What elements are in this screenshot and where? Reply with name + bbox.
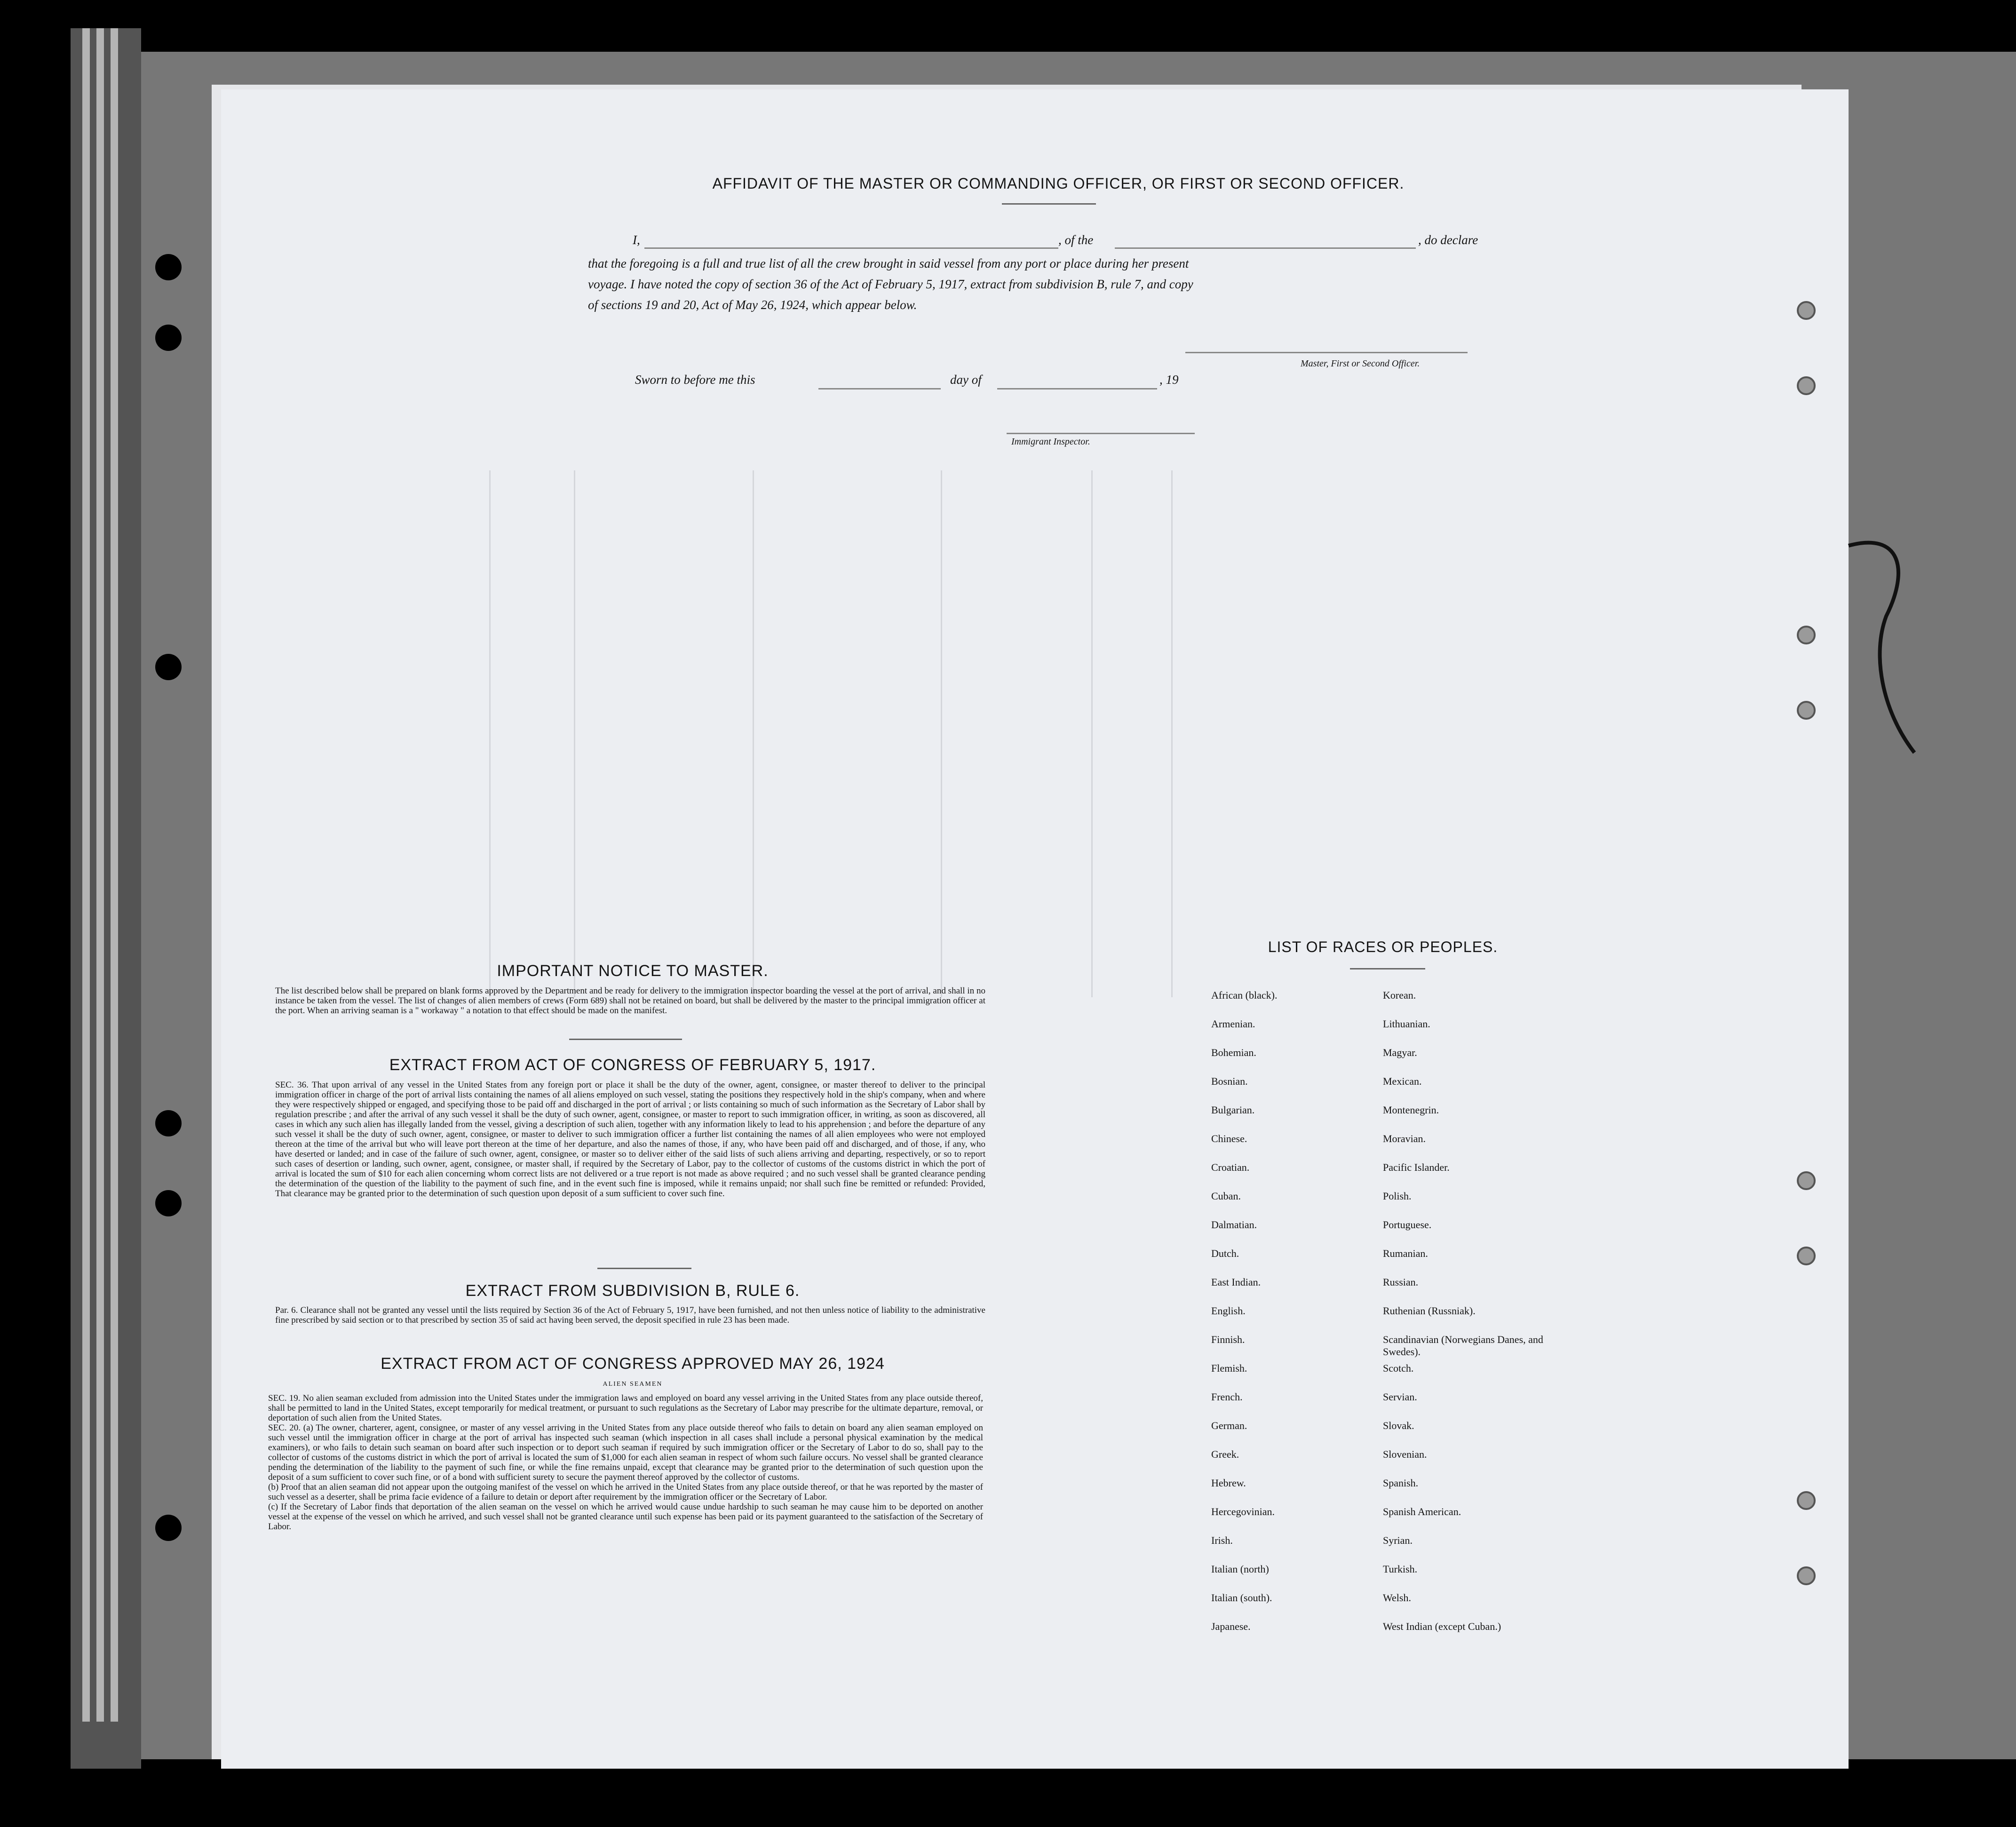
affidavit-line1-end: , do declare: [1418, 233, 1478, 247]
ghost-rule: [753, 470, 754, 997]
race-item: Pacific Islander.: [1383, 1161, 1450, 1173]
race-item: East Indian.: [1211, 1276, 1261, 1288]
act1917-body: SEC. 36. That upon arrival of any vessel in the United States from any foreign port or place it shall be the duty of the owner, agent, consignee, or master thereof to deliver to the principal immigration officer in charge of the port of arrival lists containing the names of all aliens employed on such vessel, stating the positions they respectively hold in the ship's company, when and where they were respectively shipped or engaged, and specifying those to be paid off and discharged in the port of arrival ; or lists containing so much of such information as the Secretary of Labor shall by regulation prescribe ; and after the arrival of any such vessel it shall be the duty of such owner, agent, consignee, or master to report to such immigration officer, in writing, as soon as discovered, all cases in which any such alien has illegally landed from the vessel, giving a description of such alien, together with any information likely to lead to his apprehension ; and before the departure of any such vessel it shall be the duty of such owner, agent, consignee, or master to deliver to such immigration officer a further list containing the names of all alien employees who were not employed thereon at the time of the arrival but who will leave port thereon at the time of her departure, and also the names of those, if any, who have been paid off and discharged, and of those, if any, who have deserted or landed; and in case of the failure of such owner, agent, consignee, or master so to deliver either of the said lists of such aliens arriving and departing, respectively, or so to report such cases of desertion or landing, such owner, agent, consignee, or master shall, if required by the Secretary of Labor, pay to the collector of customs of the customs district in which the port of arrival is located the sum of $10 for each alien concerning whom correct lists are not delivered or a true report is not made as above required ; and no such vessel shall be granted clearance pending the determination of the question of the liability to the payment of such fine, and in the event such fine is imposed, while it remains unpaid; nor shall such fine be remitted or refunded: Provided, That clearance may be granted prior to the determination of such question upon deposit of a sum sufficient to cover such fine.: [275, 1080, 985, 1199]
race-item: Irish.: [1211, 1534, 1233, 1546]
race-item: Dutch.: [1211, 1247, 1239, 1259]
rule6-title: EXTRACT FROM SUBDIVISION B, RULE 6.: [465, 1282, 800, 1300]
ghost-rule: [1091, 470, 1093, 997]
race-item: West Indian (except Cuban.): [1383, 1620, 1501, 1632]
race-item: Croatian.: [1211, 1161, 1250, 1173]
notice-title: IMPORTANT NOTICE TO MASTER.: [497, 962, 769, 980]
signature-line[interactable]: [1185, 352, 1468, 353]
ghost-rule: [489, 470, 491, 997]
ghost-rule: [941, 470, 942, 997]
race-item: Turkish.: [1383, 1563, 1418, 1575]
punch-hole: [155, 254, 182, 280]
affidavit-body: [588, 253, 1562, 315]
name-blank[interactable]: [644, 247, 1058, 249]
race-item: Polish.: [1383, 1190, 1412, 1202]
race-item: Magyar.: [1383, 1047, 1417, 1058]
binder-strip: [111, 28, 118, 1722]
rivet: [1797, 1566, 1816, 1585]
race-item: Japanese.: [1211, 1620, 1251, 1632]
rivet: [1797, 1171, 1816, 1190]
race-item: Scotch.: [1383, 1362, 1414, 1374]
affidavit-body-line: voyage. I have noted the copy of section 36 of the Act of February 5, 1917, extract from subdivision B, rule 7, and copy: [588, 277, 1193, 291]
rivet: [1797, 301, 1816, 320]
ghost-rule: [1171, 470, 1173, 997]
sworn-day-blank[interactable]: [818, 388, 941, 389]
punch-hole: [155, 1190, 182, 1216]
race-item: Slovenian.: [1383, 1448, 1427, 1460]
affidavit-title: AFFIDAVIT OF THE MASTER OR COMMANDING OFFICER, OR FIRST OR SECOND OFFICER.: [712, 175, 1405, 192]
races-right-column: [1383, 989, 1580, 1649]
race-item: German.: [1211, 1420, 1247, 1431]
race-item: Welsh.: [1383, 1592, 1411, 1604]
race-item: Chinese.: [1211, 1133, 1247, 1144]
race-item: Hercegovinian.: [1211, 1506, 1275, 1517]
race-item: Rumanian.: [1383, 1247, 1428, 1259]
binding-string: [1844, 532, 1938, 767]
rule6-body: Par. 6. Clearance shall not be granted any vessel until the lists required by Section 36 of the Act of February 5, 1917, have been furnished, and not then unless notice of liability to the administrative fine prescribed by said section or to that prescribed by section 35 of said act having been served, the deposit specified in rule 23 has been made.: [275, 1305, 985, 1325]
notice-body: The list described below shall be prepared on blank forms approved by the Department and be ready for delivery to the immigration inspector boarding the vessel at the port of arrival, and shall in no instance be taken from the vessel. The list of changes of alien members of crews (Form 689) shall not be retained on board, but shall be delivered by the master to the principal immigration officer at the port. When an arriving seaman is a " workaway " a notation to that effect should be made on the manifest.: [275, 986, 985, 1016]
sworn-year: , 19: [1159, 373, 1179, 387]
race-item: Bulgarian.: [1211, 1104, 1255, 1116]
race-item: Ruthenian (Russniak).: [1383, 1305, 1476, 1317]
divider: [569, 1039, 682, 1040]
punch-hole: [155, 1110, 182, 1136]
race-item: Moravian.: [1383, 1133, 1426, 1144]
race-item: Spanish.: [1383, 1477, 1419, 1489]
race-item: Russian.: [1383, 1276, 1419, 1288]
race-item: Italian (south).: [1211, 1592, 1272, 1604]
race-item: Hebrew.: [1211, 1477, 1246, 1489]
vessel-blank[interactable]: [1115, 247, 1416, 249]
rivet: [1797, 1247, 1816, 1265]
race-item: Syrian.: [1383, 1534, 1413, 1546]
race-item: African (black).: [1211, 989, 1278, 1001]
races-left-column: [1211, 989, 1381, 1649]
binder-edge: [71, 28, 141, 1769]
act1924-sec20b: (b) Proof that an alien seaman did not appear upon the outgoing manifest of the vessel on which he arrived in the United States from any place outside thereof, or that he was reported by the master of such vessel as a deserter, shall be prima facie evidence of a failure to detain or deport after requirement by the immigration officer or the Secretary of Labor.: [268, 1482, 983, 1502]
inspector-signature-line[interactable]: [1007, 433, 1195, 434]
affidavit-line1-mid: , of the: [1058, 233, 1094, 247]
inspector-caption: Immigrant Inspector.: [1011, 437, 1090, 447]
sworn-day-of: day of: [950, 373, 982, 387]
race-item: Korean.: [1383, 989, 1416, 1001]
rivet: [1797, 376, 1816, 395]
signature-caption: Master, First or Second Officer.: [1301, 358, 1420, 369]
act1917-title: EXTRACT FROM ACT OF CONGRESS OF FEBRUARY 5, 1917.: [389, 1056, 876, 1074]
act1924-sec19: SEC. 19. No alien seaman excluded from admission into the United States under the immigration laws and employed on board any vessel arriving in the United States from any place outside thereof, shall be permitted to land in the United States, except temporarily for medical treatment, or pursuant to such regulations as the Secretary of Labor may prescribe for the ultimate departure, removal, or deportation of such alien from the United States.: [268, 1393, 983, 1423]
act1924-sec20c: (c) If the Secretary of Labor finds that deportation of the alien seaman on the vessel on which he arrived would cause undue hardship to such seaman he may cause him to be deported on another vessel at the expense of the vessel on which he arrived, and such vessel shall not be granted clearance until such expense has been paid or its payment guaranteed to the satisfaction of the Secretary of Labor.: [268, 1502, 983, 1532]
punch-hole: [155, 325, 182, 351]
race-item: Italian (north): [1211, 1563, 1269, 1575]
race-item: Scandinavian (Norwegians Danes, and Swedes).: [1383, 1334, 1543, 1358]
divider: [1002, 203, 1096, 205]
race-item: Dalmatian.: [1211, 1219, 1257, 1231]
race-item: Finnish.: [1211, 1334, 1245, 1345]
race-item: Armenian.: [1211, 1018, 1255, 1030]
race-item: Spanish American.: [1383, 1506, 1461, 1517]
race-item: Mexican.: [1383, 1075, 1422, 1087]
sworn-month-blank[interactable]: [997, 388, 1157, 389]
rivet: [1797, 626, 1816, 644]
act1924-sections: [268, 1393, 983, 1532]
affidavit-body-line: that the foregoing is a full and true list of all the crew brought in said vessel from any port or place during her present: [588, 256, 1189, 270]
race-item: Servian.: [1383, 1391, 1417, 1403]
race-item: Bosnian.: [1211, 1075, 1248, 1087]
race-item: Cuban.: [1211, 1190, 1241, 1202]
race-item: Lithuanian.: [1383, 1018, 1430, 1030]
sworn-text: Sworn to before me this: [635, 373, 755, 387]
act1924-title: EXTRACT FROM ACT OF CONGRESS APPROVED MAY 26, 1924: [381, 1355, 885, 1373]
race-item: French.: [1211, 1391, 1243, 1403]
race-item: English.: [1211, 1305, 1246, 1317]
race-item: Slovak.: [1383, 1420, 1414, 1431]
divider: [597, 1268, 691, 1269]
race-item: Greek.: [1211, 1448, 1239, 1460]
binder-strip: [82, 28, 90, 1722]
divider: [1350, 968, 1425, 969]
affidavit-body-line: of sections 19 and 20, Act of May 26, 1924, which appear below.: [588, 298, 917, 312]
race-item: Flemish.: [1211, 1362, 1247, 1374]
races-title: LIST OF RACES OR PEOPLES.: [1268, 938, 1498, 955]
ghost-rule: [574, 470, 575, 997]
affidavit-line1-start: I,: [633, 233, 640, 247]
act1924-sec20a: SEC. 20. (a) The owner, charterer, agent, consignee, or master of any vessel arriving in the United States from any place outside thereof who fails to detain on board any alien seaman employed on such vessel until the immigration officer in charge at the port of arrival has inspected such seaman (which inspection in all cases shall include a personal physical examination by the medical examiners), or who fails to detain such seaman on board after such inspection or to deport such seaman if required by such immigration officer or the Secretary of Labor to do so, shall pay to the collector of customs of the customs district in which the port of arrival is located the sum of $1,000 for each alien seaman in respect of whom such failure occurs. No vessel shall be granted clearance pending the determination of the liability to the payment of such fine, or while the fine remains unpaid, except that clearance may be granted prior to the determination of such question upon the deposit of a sum sufficient to cover such fine, or of a bond with sufficient surety to secure the payment thereof approved by the collector of customs.: [268, 1423, 983, 1482]
punch-hole: [155, 1515, 182, 1541]
rivet: [1797, 701, 1816, 720]
act1924-subtitle: ALIEN SEAMEN: [603, 1381, 663, 1388]
punch-hole: [155, 654, 182, 680]
rivet: [1797, 1491, 1816, 1510]
race-item: Bohemian.: [1211, 1047, 1256, 1058]
race-item: Montenegrin.: [1383, 1104, 1439, 1116]
binder-strip: [96, 28, 104, 1722]
race-item: Portuguese.: [1383, 1219, 1432, 1231]
